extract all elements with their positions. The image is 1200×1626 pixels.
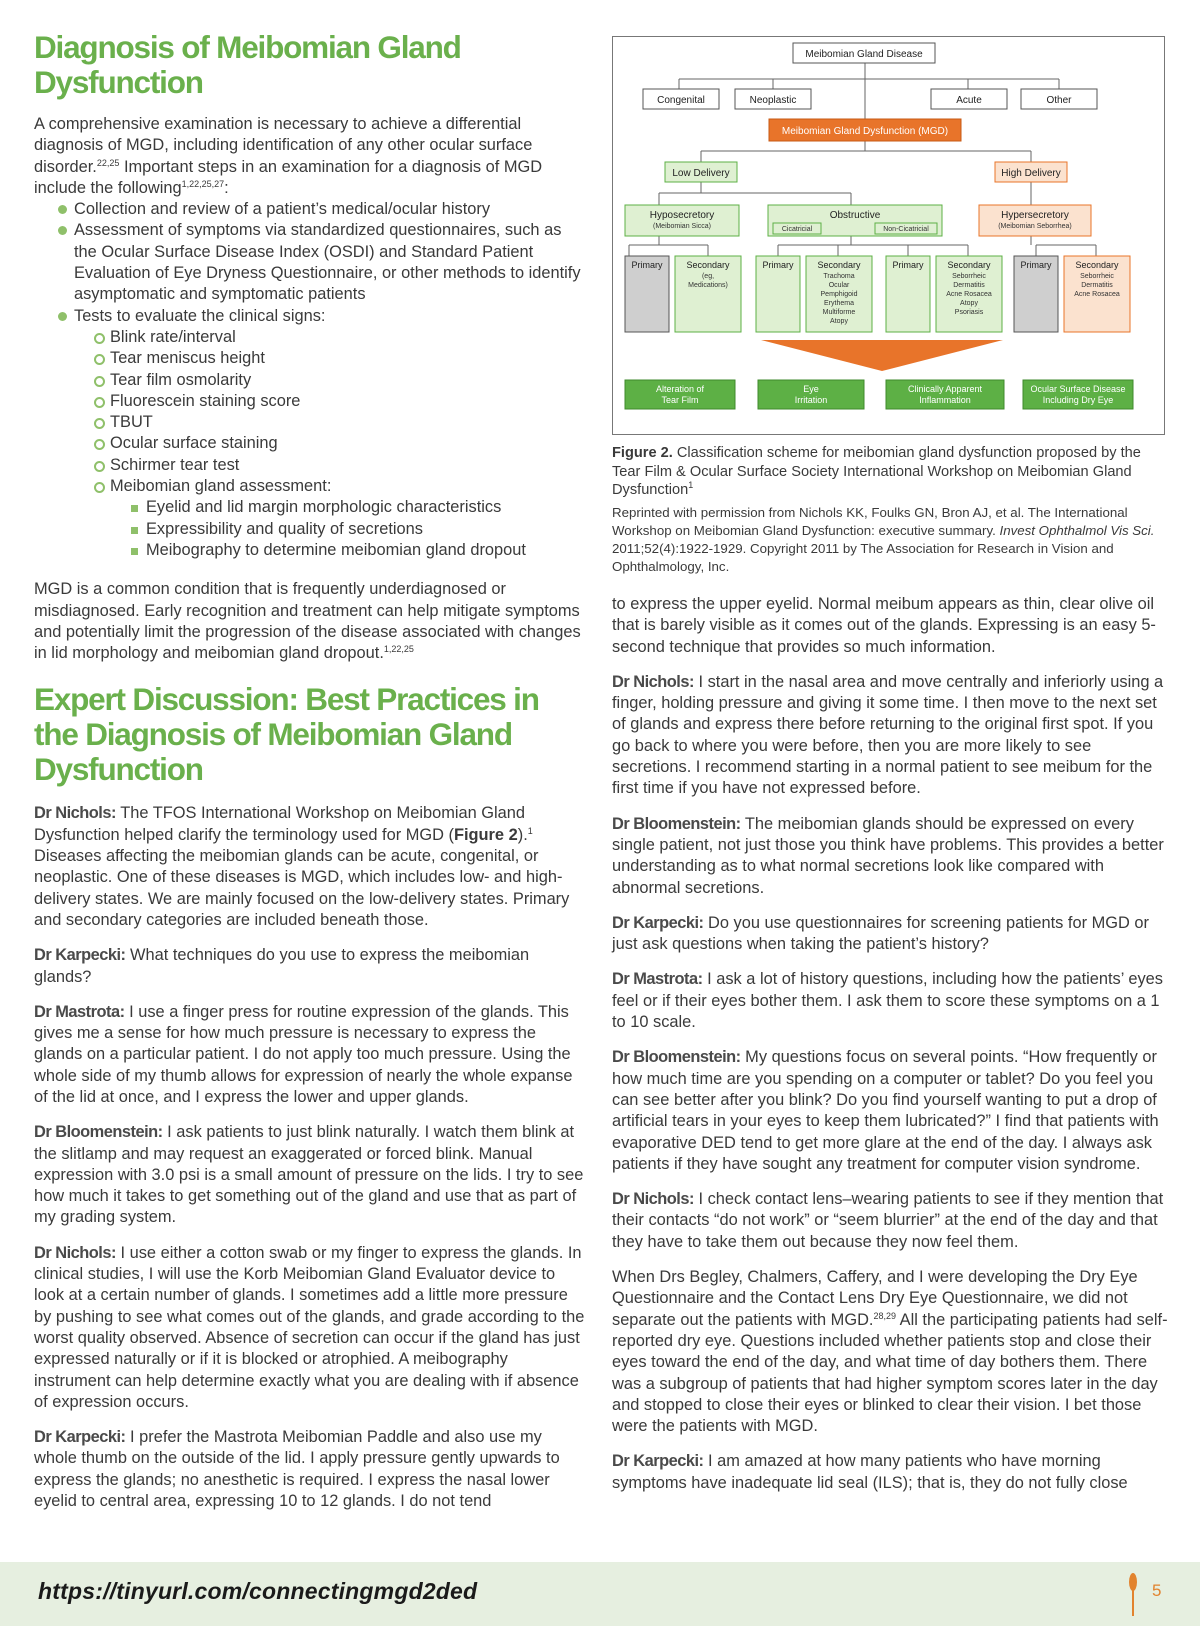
list-item: Collection and review of a patient’s medical/ocular history bbox=[58, 199, 586, 220]
node-sublabel: (Meibomian Sicca) bbox=[653, 223, 711, 230]
discussion-paragraph bbox=[34, 803, 586, 931]
list-item: Meibography to determine meibomian gland dropout bbox=[130, 540, 586, 561]
caption-permission-note bbox=[612, 504, 1165, 576]
citation: 1,22,25 bbox=[383, 644, 414, 655]
node-label: Hyposecretory bbox=[649, 210, 715, 221]
speaker-name: Dr Nichols: bbox=[34, 1243, 116, 1262]
citation: 22,25 bbox=[96, 157, 120, 168]
discussion-paragraph bbox=[612, 969, 1168, 1033]
page-footer bbox=[0, 1562, 1200, 1626]
paragraph-text: All the participating patients had self-reported dry eye. Questions included whether patients stop and close their eyes toward the end of the day, and what time of day bothers them. There was a subgroup of patients that had higher symptom scores later in the day and stopped to close their eyes or blinked to clear their vision. I bet those were the patients with MGD. bbox=[612, 1310, 1168, 1436]
speaker-name: Dr Bloomenstein: bbox=[34, 1123, 163, 1142]
secondary-cause: Ocular bbox=[828, 282, 850, 289]
node-label: Obstructive bbox=[829, 210, 881, 221]
secondary-cause: Multiforme bbox=[822, 309, 856, 316]
citation: 1 bbox=[688, 480, 694, 490]
discussion-paragraph bbox=[34, 1122, 586, 1228]
list-item: Eyelid and lid margin morphologic characteristics bbox=[130, 497, 586, 518]
node-label: Congenital bbox=[657, 95, 705, 106]
node-label: Primary bbox=[892, 260, 924, 270]
paragraph-text: ). bbox=[517, 825, 528, 844]
secondary-cause: Seborrheic bbox=[952, 273, 986, 280]
intro-text: A comprehensive examination is necessary to achieve a differential diagnosis of MGD, including identification of any other ocular surface disorder. bbox=[34, 115, 533, 176]
outcome-label: Clinically Apparent bbox=[907, 384, 983, 394]
node-label: Secondary bbox=[947, 260, 991, 270]
list-item: Expressibility and quality of secretions bbox=[130, 519, 586, 540]
secondary-cause: Acne Rosacea bbox=[946, 291, 992, 298]
list-item: Assessment of symptoms via standardized questionnaires, such as the Ocular Surface Disease Index (OSDI) and Standard Patient Evaluation of Eye Dryness Questionnaire, or other methods to identify asymptomatic and symptomatic patients bbox=[58, 220, 586, 305]
discussion-paragraph bbox=[34, 1243, 586, 1413]
discussion-paragraph bbox=[34, 945, 586, 988]
list-item: Tear film osmolarity bbox=[94, 370, 586, 391]
discussion-paragraph bbox=[34, 1002, 586, 1108]
secondary-cause: Seborrheic bbox=[1080, 273, 1114, 280]
node-label: Secondary bbox=[1075, 260, 1119, 270]
list-item bbox=[94, 476, 586, 561]
paragraph-text: The meibomian glands should be expressed on every single patient, not just those you think have problems. This provides a better understanding as to what normal secretions look like compared with abnormal secretions. bbox=[612, 814, 1164, 897]
speaker-name: Dr Bloomenstein: bbox=[612, 814, 741, 833]
node-label: Meibomian Gland Disease bbox=[805, 49, 923, 60]
intro-paragraph bbox=[34, 114, 586, 199]
secondary-cause: Erythema bbox=[824, 300, 854, 307]
mgd-text: MGD is a common condition that is frequently underdiagnosed or misdiagnosed. Early recognition and treatment can help mitigate symptoms and potentially limit the progression of the disease associated with changes in lid morphology and meibomian gland dropout. bbox=[34, 580, 581, 663]
paragraph-text: I ask patients to just blink naturally. I watch them blink at the slitlamp and may request an exaggerated or forced blink. Manual expression with 3.0 psi is a small amount of pressure on the lids. I try to see how much it takes to get something out of the gland and use that as part of my grading system. bbox=[34, 1123, 584, 1227]
node-sublabel: Non-Cicatricial bbox=[883, 226, 929, 233]
node-label: High Delivery bbox=[1001, 168, 1061, 179]
node-sublabel: Cicatricial bbox=[781, 226, 813, 233]
node-label: Neoplastic bbox=[749, 95, 797, 106]
list-item-text: Meibomian gland assessment: bbox=[110, 477, 332, 496]
outcome-label: Including Dry Eye bbox=[1042, 395, 1114, 405]
outcome-label: Alteration of bbox=[655, 384, 705, 394]
secondary-cause: Pemphigoid bbox=[820, 291, 858, 298]
secondary-cause: Atopy bbox=[960, 300, 978, 307]
paragraph-text: What techniques do you use to express the meibomian glands? bbox=[34, 946, 530, 986]
list-item: Blink rate/interval bbox=[94, 327, 586, 348]
discussion-paragraph bbox=[612, 1047, 1168, 1175]
paragraph-text: My questions focus on several points. “How frequently or how much time are you spending on a computer or tablet? Do you feel you can see better after you blink? Do you find yourself wanting to put a drop of artificial tears in your eyes to keep them lubricated?” I find that patients with evaporative DED tend to get more glare at the end of the day. I always ask patients if they have sought any treatment for computer vision syndrome. bbox=[612, 1048, 1159, 1173]
node-label: Acute bbox=[956, 95, 982, 106]
discussion-paragraph bbox=[612, 1451, 1168, 1494]
funnel-arrow bbox=[761, 340, 1003, 371]
figure-reference: Figure 2 bbox=[453, 825, 518, 844]
node-sublabel: (Meibomian Seborrhea) bbox=[998, 223, 1072, 230]
note-text: Reprinted with permission from Nichols KK, Foulks GN, Bron AJ, et al. The International Workshop on Meibomian Gland Dysfunction: executive summary. bbox=[612, 504, 1128, 538]
gland-assessment-list bbox=[130, 497, 586, 561]
paragraph-text: The TFOS International Workshop on Meibomian Gland Dysfunction helped clarify the terminology used for MGD ( bbox=[34, 804, 526, 844]
paragraph-text: I am amazed at how many patients who have morning symptoms have inadequate lid seal (ILS); that is, they do not fully close bbox=[612, 1452, 1128, 1492]
secondary-cause: Psoriasis bbox=[954, 309, 984, 316]
node-label: Low Delivery bbox=[672, 168, 730, 179]
outcome-label: Eye bbox=[803, 384, 819, 394]
node-label: Meibomian Gland Dysfunction (MGD) bbox=[781, 126, 949, 137]
paragraph-text: When Drs Begley, Chalmers, Caffery, and I were developing the Dry Eye Questionnaire and the Contact Lens Dry Eye Questionnaire, we did not separate out the patients with MGD. bbox=[612, 1268, 1138, 1329]
paragraph-text: I use a finger press for routine expression of the glands. This gives me a sense for how much pressure is necessary to express the glands on a particular patient. I do not apply too much pressure. Using the whole side of my thumb allows for expression of nearly the whole expanse of the lid at once, and I express the lower and upper glands. bbox=[34, 1002, 573, 1106]
node-label: Other bbox=[1046, 95, 1072, 106]
node-label: Secondary bbox=[686, 260, 730, 270]
outcome-label: Inflammation bbox=[919, 395, 971, 405]
secondary-cause: (eg, bbox=[701, 273, 715, 280]
speaker-name: Dr Bloomenstein: bbox=[612, 1048, 741, 1067]
paragraph-text: I use either a cotton swab or my finger to express the glands. In clinical studies, I will use the Korb Meibomian Gland Evaluator device to look at a certain number of glands. I sometimes add a little more pressure by pushing to see what comes out of the glands, and grade according to the worst quality observed. Absence of secretion can occur if the gland has just expressed naturally or if it is blocked or atrophied. A meibography instrument can help determine exactly what you are dealing with if absence of expression occurs. bbox=[34, 1243, 585, 1411]
classification-figure bbox=[612, 36, 1165, 435]
discussion-paragraph bbox=[612, 814, 1168, 899]
right-column bbox=[612, 594, 1168, 1508]
outcome-label: Tear Film bbox=[661, 395, 699, 405]
section-heading-diagnosis: Diagnosis of Meibomian Gland Dysfunction bbox=[34, 29, 461, 100]
outcome-label: Ocular Surface Disease bbox=[1030, 384, 1126, 394]
speaker-name: Dr Mastrota: bbox=[34, 1002, 125, 1021]
node-label: Hypersecretory bbox=[1001, 210, 1069, 221]
paragraph-text: Do you use questionnaires for screening patients for MGD or just ask questions when taking the patient’s history? bbox=[612, 913, 1149, 954]
secondary-cause: Acne Rosacea bbox=[1074, 291, 1120, 298]
speaker-name: Dr Nichols: bbox=[612, 672, 694, 691]
mgd-paragraph bbox=[34, 579, 586, 664]
footer-link[interactable]: https://tinyurl.com/connectingmgd2ded bbox=[38, 1578, 478, 1604]
secondary-cause: Medications) bbox=[688, 282, 728, 289]
classification-diagram bbox=[613, 37, 1163, 433]
caption-body: Classification scheme for meibomian gland dysfunction proposed by the Tear Film & Ocular Surface Society International Workshop on Meibomian Gland Dysfunction bbox=[612, 445, 1141, 498]
clinical-tests-list bbox=[94, 327, 586, 561]
node-label: Secondary bbox=[817, 260, 861, 270]
secondary-cause: Dermatitis bbox=[1081, 282, 1113, 289]
discussion-paragraph bbox=[34, 1427, 586, 1512]
section-heading-expert-discussion: Expert Discussion: Best Practices in the Diagnosis of Meibomian Gland Dysfunction bbox=[34, 681, 539, 788]
speaker-name: Dr Nichols: bbox=[34, 804, 116, 823]
journal-name: Invest Ophthalmol Vis Sci. bbox=[999, 522, 1155, 538]
node-label: Primary bbox=[1020, 260, 1052, 270]
speaker-name: Dr Mastrota: bbox=[612, 970, 703, 989]
figure-caption bbox=[612, 444, 1165, 576]
speaker-name: Dr Karpecki: bbox=[612, 1452, 704, 1471]
caption-text bbox=[612, 444, 1165, 500]
paragraph-text: I start in the nasal area and move centrally and inferiorly using a finger, holding pressure and giving it some time. I then move to the next set of glands and express there before returning to the original first spot. If you go back to where you were before, then you are more likely to see secretions. I recommend starting in a normal patient to see meibum for the first time if you have not expressed before. bbox=[612, 672, 1164, 798]
caption-label: Figure 2. bbox=[612, 445, 673, 461]
exam-steps-list bbox=[58, 199, 586, 561]
citation: 1 bbox=[527, 825, 533, 836]
speaker-name: Dr Karpecki: bbox=[612, 913, 704, 932]
list-item: TBUT bbox=[94, 412, 586, 433]
citation: 28,29 bbox=[873, 1310, 897, 1321]
speaker-name: Dr Karpecki: bbox=[34, 946, 126, 965]
list-item bbox=[58, 306, 586, 562]
discussion-paragraph bbox=[612, 1267, 1168, 1437]
citation: 1,22,25,27 bbox=[181, 178, 225, 189]
list-item: Ocular surface staining bbox=[94, 433, 586, 454]
paragraph-text: I check contact lens–wearing patients to see if they mention that their contacts “do not work” or “seem blurrier” at the end of the day and that they have to take them out because they now feel them. bbox=[612, 1190, 1164, 1251]
swab-icon bbox=[1126, 1572, 1140, 1623]
paragraph-text: I prefer the Mastrota Meibomian Paddle and also use my whole thumb on the outside of the lid. I apply pressure gently upwards to express the glands; no anesthetic is required. I express the nasal lower eyelid to central area, expressing 10 to 12 glands. I do not tend bbox=[34, 1428, 560, 1511]
outcome-label: Irritation bbox=[794, 395, 828, 405]
node-label: Primary bbox=[762, 260, 794, 270]
list-item: Fluorescein staining score bbox=[94, 391, 586, 412]
secondary-cause: Atopy bbox=[830, 318, 848, 325]
list-item-text: Tests to evaluate the clinical signs: bbox=[74, 306, 326, 325]
paragraph-text: I ask a lot of history questions, including how the patients’ eyes feel or if their eyes bother them. I ask them to score these symptoms on a 1 to 10 scale. bbox=[612, 970, 1163, 1032]
note-text: 2011;52(4):1922-1929. Copyright 2011 by The Association for Research in Vision and Ophthalmology, Inc. bbox=[612, 540, 1114, 574]
discussion-paragraph bbox=[612, 913, 1168, 956]
discussion-paragraph bbox=[612, 672, 1168, 800]
speaker-name: Dr Karpecki: bbox=[34, 1428, 126, 1447]
list-item: Tear meniscus height bbox=[94, 348, 586, 369]
intro-text-2: Important steps in an examination for a diagnosis of MGD include the following bbox=[34, 157, 543, 197]
left-column bbox=[34, 0, 586, 1526]
node-label: Primary bbox=[631, 260, 663, 270]
secondary-cause: Trachoma bbox=[823, 273, 855, 280]
continued-paragraph: to express the upper eyelid. Normal meibum appears as thin, clear olive oil that is barely visible as it comes out of the glands. Expressing is an easy 5-second technique that provides so much information. bbox=[612, 595, 1156, 656]
list-item: Schirmer tear test bbox=[94, 455, 586, 476]
page-number: 5 bbox=[1152, 1581, 1162, 1600]
secondary-cause: Dermatitis bbox=[953, 282, 985, 289]
discussion-paragraph bbox=[612, 1189, 1168, 1253]
paragraph-text: Diseases affecting the meibomian glands can be acute, congenital, or neoplastic. One of these diseases is MGD, which includes low- and high-delivery states. We are mainly focused on the low-delivery states. Primary and secondary categories are included beneath those. bbox=[34, 847, 570, 929]
intro-colon: : bbox=[224, 178, 229, 197]
speaker-name: Dr Nichols: bbox=[612, 1190, 694, 1209]
